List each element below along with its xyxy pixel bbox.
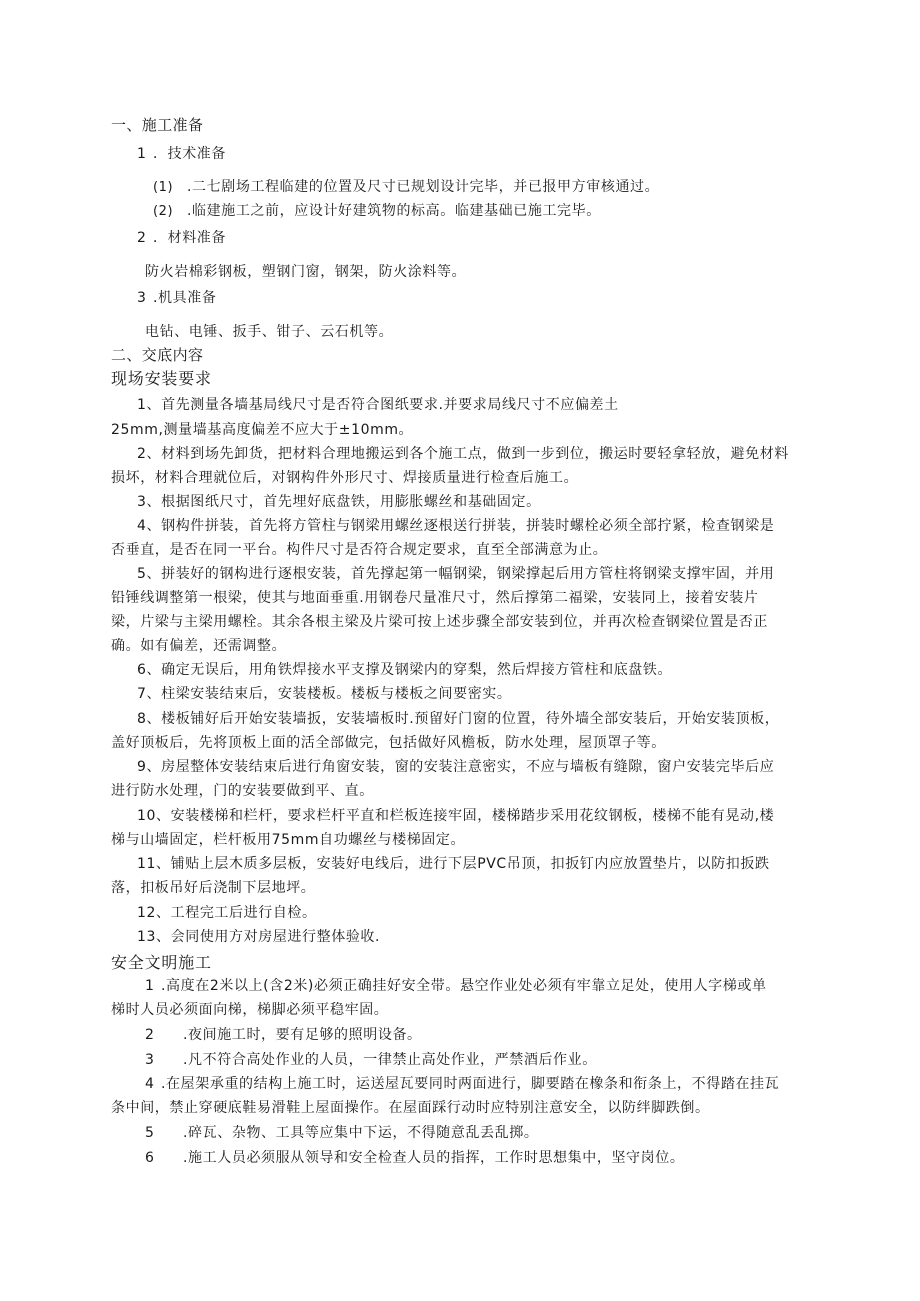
install-line: 梁，片梁与主梁用螺栓。其余各根主梁及片梁可按上述步骤全部安装到位，并再次检查钢梁位置是否正 (111, 614, 768, 630)
safety-item-1 (145, 976, 767, 996)
safety-item-5-text: .碎瓦、杂物、工具等应集中下运，不得随意乱丢乱掷。 (183, 1125, 539, 1141)
safety-item-2-text: .夜间施工时，要有足够的照明设备。 (183, 1027, 422, 1043)
tools-prep-label: .机具准备 (153, 290, 217, 306)
tools-prep-text: 电钻、电锤、扳手、钳子、云石机等。 (145, 324, 394, 340)
safety-item-6-num: 6 (145, 1150, 155, 1166)
safety-item-5 (145, 1123, 538, 1143)
tech-item-2 (153, 201, 601, 222)
safety-item-5-num: 5 (145, 1125, 155, 1141)
tech-item-1-text: .二七剧场工程临建的位置及尺寸已规划设计完毕，并已报甲方审核通过。 (187, 179, 660, 195)
install-line: 10、安装楼梯和栏杆，要求栏杆平直和栏板连接牢固，楼梯踏步采用花纹钢板，楼梯不能有晃动,楼 (137, 808, 775, 824)
safety-heading: 安全文明施工 (111, 953, 212, 972)
install-line: 7、柱梁安装结束后，安装楼板。楼板与楼板之间要密实。 (137, 686, 512, 702)
safety-item-1-cont: 梯时人员必须面向梯，梯脚必须平稳牢固。 (111, 1002, 389, 1018)
install-line: 2、材料到场先卸货，把材料合理地搬运到各个施工点，做到一步到位，搬运时要轻拿轻放，避免材料 (137, 446, 789, 462)
safety-item-1-text: .高度在2米以上(含2米)必须正确挂好安全带。悬空作业处必须有牢靠立足处，使用人字梯或单 (161, 978, 767, 994)
install-line: 5、拼装好的钢构进行逐根安装，首先撑起第一幅钢梁，钢梁撑起后用方管柱将钢梁支撑牢固，并用 (137, 566, 775, 582)
tech-item-1 (153, 177, 659, 198)
tech-item-1-num: (1) (153, 180, 174, 195)
install-line: 盖好顶板后，先将顶板上面的活全部做完，包括做好风檐板，防水处理，屋顶罩子等。 (111, 735, 666, 751)
safety-item-6 (145, 1148, 684, 1168)
tech-prep-label: ．技术准备 (153, 146, 226, 162)
safety-item-3-text: .凡不符合高处作业的人员，一律禁止高处作业，严禁酒后作业。 (183, 1052, 597, 1068)
install-line: 进行防水处理，门的安装要做到平、直。 (111, 783, 374, 799)
safety-item-3-num: 3 (145, 1052, 155, 1068)
safety-item-4-text: .在屋架承重的结构上施工时，运送屋瓦要同时两面进行，脚要踏在橡条和衔条上，不得踏在挂瓦 (161, 1076, 780, 1092)
install-line: 12、工程完工后进行自检。 (137, 905, 317, 921)
material-prep-num: 2 (137, 230, 147, 246)
install-line: 4、钢构件拼装，首先将方管柱与钢梁用螺丝逐根送行拼装，拼装时螺栓必须全部拧紧，检查钢梁是 (137, 518, 775, 534)
install-line: 6、确定无误后，用角铁焊接水平支撑及钢梁内的穿梨，然后焊接方管柱和底盘铁。 (137, 662, 673, 678)
install-line: 11、铺贴上层木质多层板，安装好电线后，进行下层PVC吊顶，扣扳钉内应放置垫片，以防扣扳跌 (137, 856, 770, 872)
material-prep-label: ．材料准备 (153, 230, 226, 246)
safety-item-4-num: 4 (145, 1076, 155, 1092)
install-heading: 现场安装要求 (111, 369, 212, 388)
install-line: 3、根据图纸尺寸，首先埋好底盘铁，用膨胀螺丝和基础固定。 (137, 494, 541, 510)
tech-item-2-text: .临建施工之前，应设计好建筑物的标高。临建基础已施工完毕。 (187, 203, 601, 219)
safety-item-4 (145, 1074, 779, 1094)
safety-item-6-text: .施工人员必须服从领导和安全检查人员的指挥，工作时思想集中，坚守岗位。 (183, 1150, 685, 1166)
install-line: 9、房屋整体安装结束后进行角窗安装，窗的安装注意密实，不应与墙板有缝隙，窗户安装完毕后应 (137, 759, 775, 775)
install-line: 铅锤线调整第一根梁，使其与地面垂重.用钢卷尺量准尺寸，然后撑第二福梁，安装同上，接着安装片 (111, 590, 759, 606)
tools-prep-title (137, 288, 216, 308)
material-prep-text: 防火岩棉彩钢板，塑钢门窗，钢架，防火涂料等。 (145, 264, 467, 280)
install-line: 25mm,测量墙基高度偏差不应大于±10mm。 (111, 422, 414, 438)
tech-prep-num: 1 (137, 146, 147, 162)
tech-item-2-num: (2) (153, 204, 174, 219)
safety-item-2 (145, 1025, 422, 1045)
tech-prep-title (137, 144, 226, 164)
install-line: 确。如有偏差，还需调整。 (111, 638, 287, 654)
safety-item-2-num: 2 (145, 1027, 155, 1043)
section1-heading: 一、施工准备 (111, 116, 204, 134)
install-line: 落，扣板吊好后浇制下层地坪。 (111, 880, 316, 896)
tools-prep-num: 3 (137, 290, 147, 306)
material-prep-title (137, 228, 226, 248)
install-line: 梯与山墙固定，栏杆板用75mm自功螺丝与楼梯固定。 (111, 832, 466, 848)
install-line: 1、首先测量各墙基局线尺寸是否符合图纸要求.并要求局线尺寸不应偏差土 (137, 397, 619, 413)
install-line: 否垂直，是否在同一平台。构件尺寸是否符合规定要求，直至全部满意为止。 (111, 542, 608, 558)
install-line: 8、楼板铺好后开始安装墙扳，安装墙板时.预留好门窗的位置，待外墙全部安装后，开始安装顶板， (137, 711, 780, 727)
section2-heading: 二、交底内容 (111, 346, 204, 364)
safety-item-3 (145, 1050, 597, 1070)
install-line: 13、会同使用方对房屋进行整体验收. (137, 929, 381, 945)
safety-item-4-cont: 条中间，禁止穿硬底鞋易滑鞋上屋面操作。在屋面踩行动时应特别注意安全，以防绊脚跌倒。 (111, 1100, 710, 1116)
install-line: 损坏，材料合理就位后，对钢构件外形尺寸、焊接质量进行检查后施工。 (111, 470, 579, 486)
safety-item-1-num: 1 (145, 978, 155, 994)
